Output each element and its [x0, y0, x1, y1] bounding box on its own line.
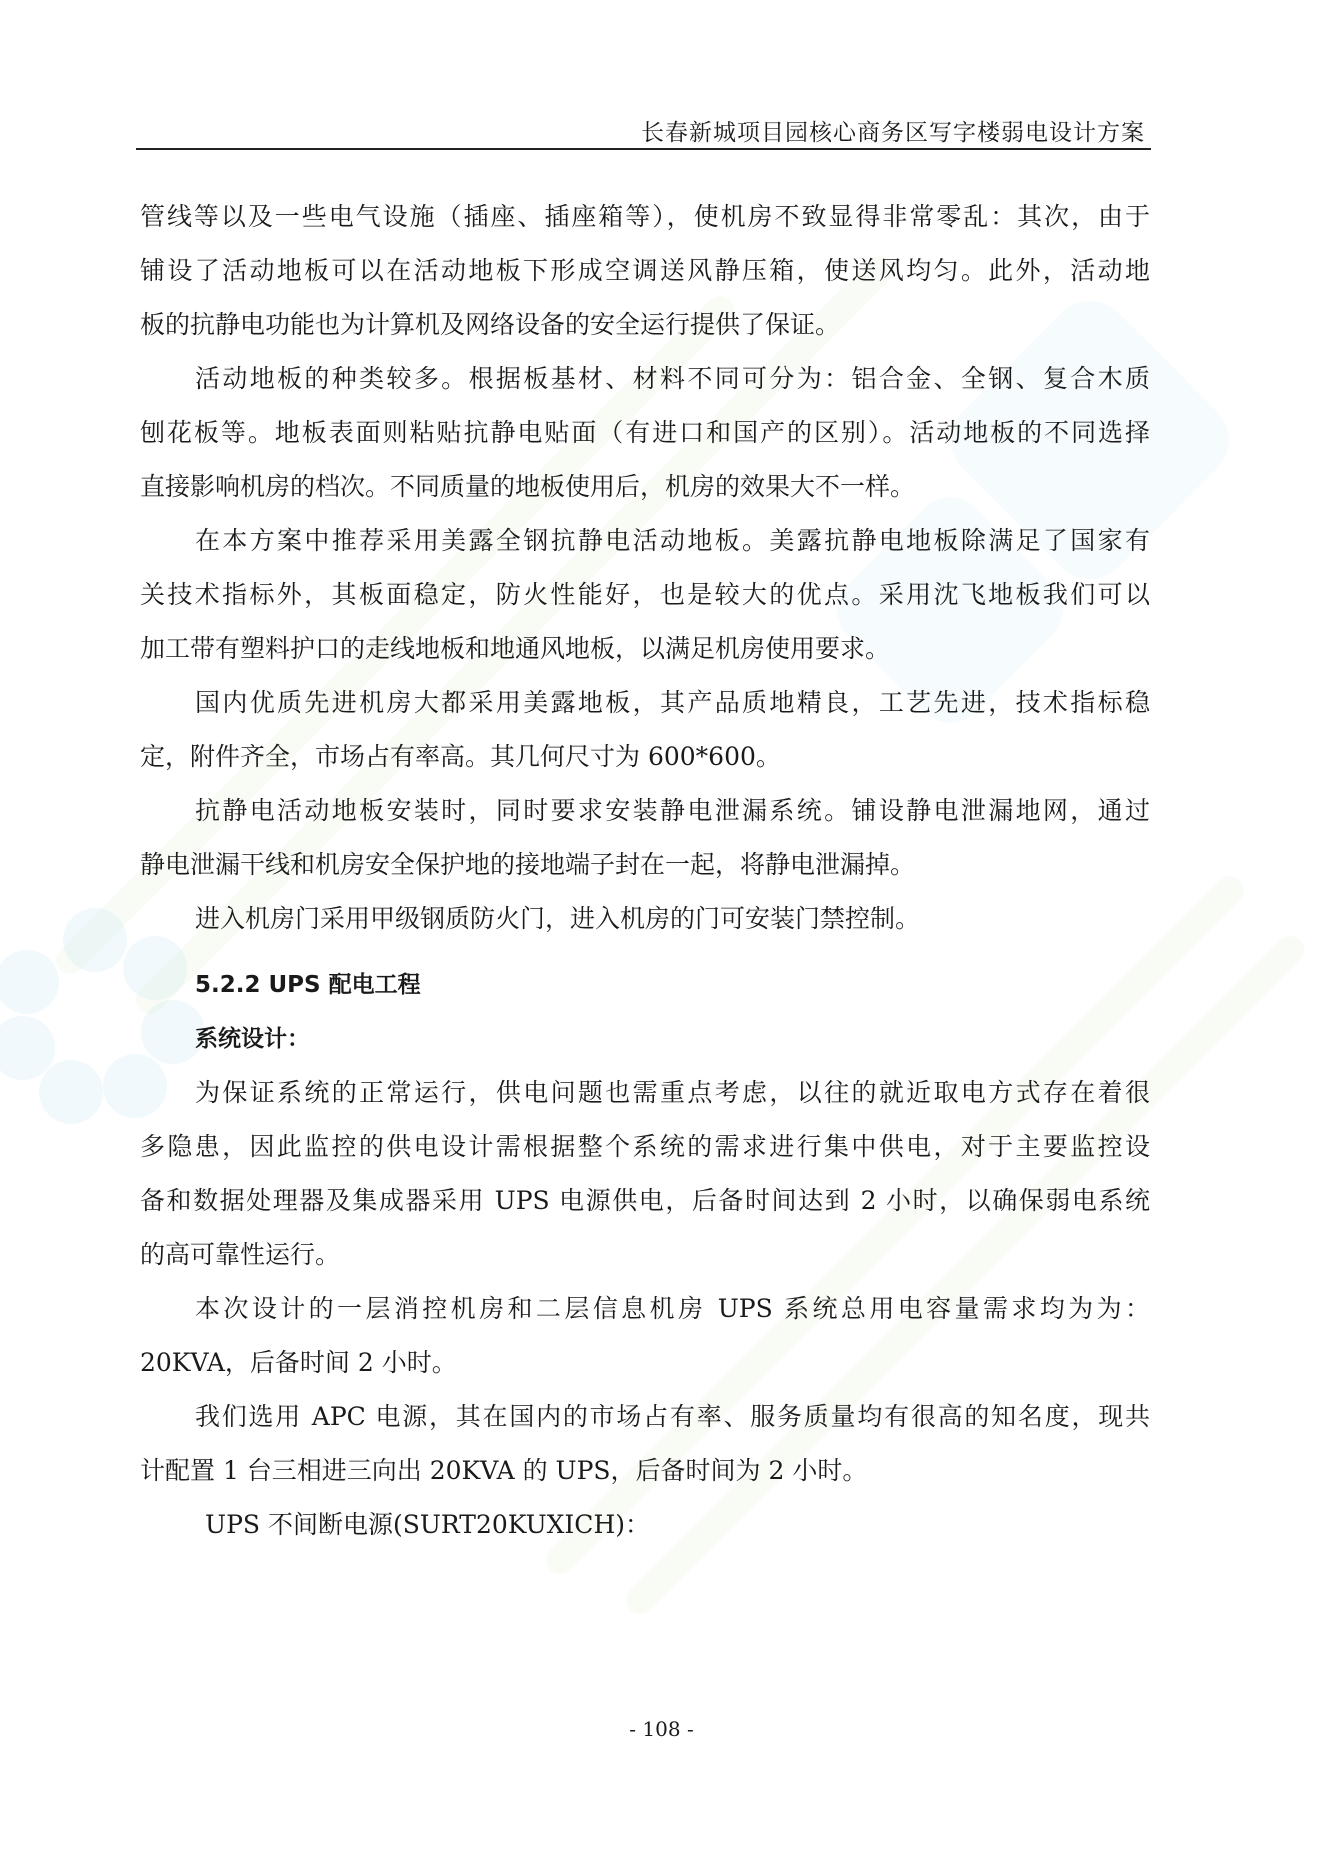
text-line: 多隐患，因此监控的供电设计需根据整个系统的需求进行集中供电，对于主要监控设	[140, 1132, 1150, 1161]
page-header	[136, 108, 1151, 150]
text-line: 在本方案中推荐采用美露全钢抗静电活动地板。美露抗静电地板除满足了国家有	[195, 526, 1150, 555]
text-line: 铺设了活动地板可以在活动地板下形成空调送风静压箱，使送风均匀。此外，活动地	[140, 256, 1150, 285]
text-line: 定，附件齐全，市场占有率高。其几何尺寸为 600*600。	[140, 742, 781, 771]
text-line: 关技术指标外，其板面稳定，防火性能好，也是较大的优点。采用沈飞地板我们可以	[140, 580, 1150, 609]
text-line: 板的抗静电功能也为计算机及网络设备的安全运行提供了保证。	[140, 310, 841, 339]
paragraph	[140, 1282, 1150, 1390]
paragraph	[140, 892, 1150, 946]
text-line: 进入机房门采用甲级钢质防火门，进入机房的门可安装门禁控制。	[195, 904, 921, 933]
paragraph	[140, 1498, 1150, 1552]
text-line: 的高可靠性运行。	[140, 1240, 341, 1269]
text-line: 备和数据处理器及集成器采用 UPS 电源供电，后备时间达到 2 小时，以确保弱电系统	[140, 1186, 1150, 1215]
paragraph	[140, 784, 1150, 892]
paragraph	[140, 1066, 1150, 1282]
paragraph	[140, 676, 1150, 784]
text-line: 本次设计的一层消控机房和二层信息机房 UPS 系统总用电容量需求均为为：	[195, 1294, 1150, 1323]
text-line: 20KVA，后备时间 2 小时。	[140, 1348, 457, 1377]
document-title: 长春新城项目园核心商务区写字楼弱电设计方案	[641, 120, 1145, 146]
paragraph	[140, 190, 1150, 352]
text-line: 国内优质先进机房大都采用美露地板，其产品质地精良，工艺先进，技术指标稳	[195, 688, 1150, 717]
text-line: 刨花板等。地板表面则粘贴抗静电贴面（有进口和国产的区别）。活动地板的不同选择	[140, 418, 1150, 447]
text-line: 活动地板的种类较多。根据板基材、材料不同可分为：铝合金、全钢、复合木质	[195, 364, 1150, 393]
text-line: 静电泄漏干线和机房安全保护地的接地端子封在一起，将静电泄漏掉。	[140, 850, 916, 879]
text-line: 我们选用 APC 电源，其在国内的市场占有率、服务质量均有很高的知名度，现共	[195, 1402, 1150, 1431]
section-heading: 5.2.2 UPS 配电工程	[195, 972, 421, 998]
subsection-heading: 系统设计：	[195, 1026, 310, 1052]
text-line: 为保证系统的正常运行，供电问题也需重点考虑，以往的就近取电方式存在着很	[195, 1078, 1150, 1107]
text-line: 抗静电活动地板安装时，同时要求安装静电泄漏系统。铺设静电泄漏地网，通过	[195, 796, 1150, 825]
paragraph	[140, 352, 1150, 514]
text-line: 加工带有塑料护口的走线地板和地通风地板，以满足机房使用要求。	[140, 634, 891, 663]
page-number: - 108 -	[629, 1717, 694, 1741]
text-line: 管线等以及一些电气设施（插座、插座箱等），使机房不致显得非常零乱：其次，由于	[140, 202, 1150, 231]
paragraph	[140, 514, 1150, 676]
text-line: 计配置 1 台三相进三向出 20KVA 的 UPS，后备时间为 2 小时。	[140, 1456, 868, 1485]
text-line: 直接影响机房的档次。不同质量的地板使用后，机房的效果大不一样。	[140, 472, 916, 501]
document-body	[140, 190, 1150, 1552]
paragraph	[140, 1390, 1150, 1498]
text-line: UPS 不间断电源(SURT20KUXICH)：	[205, 1510, 650, 1539]
